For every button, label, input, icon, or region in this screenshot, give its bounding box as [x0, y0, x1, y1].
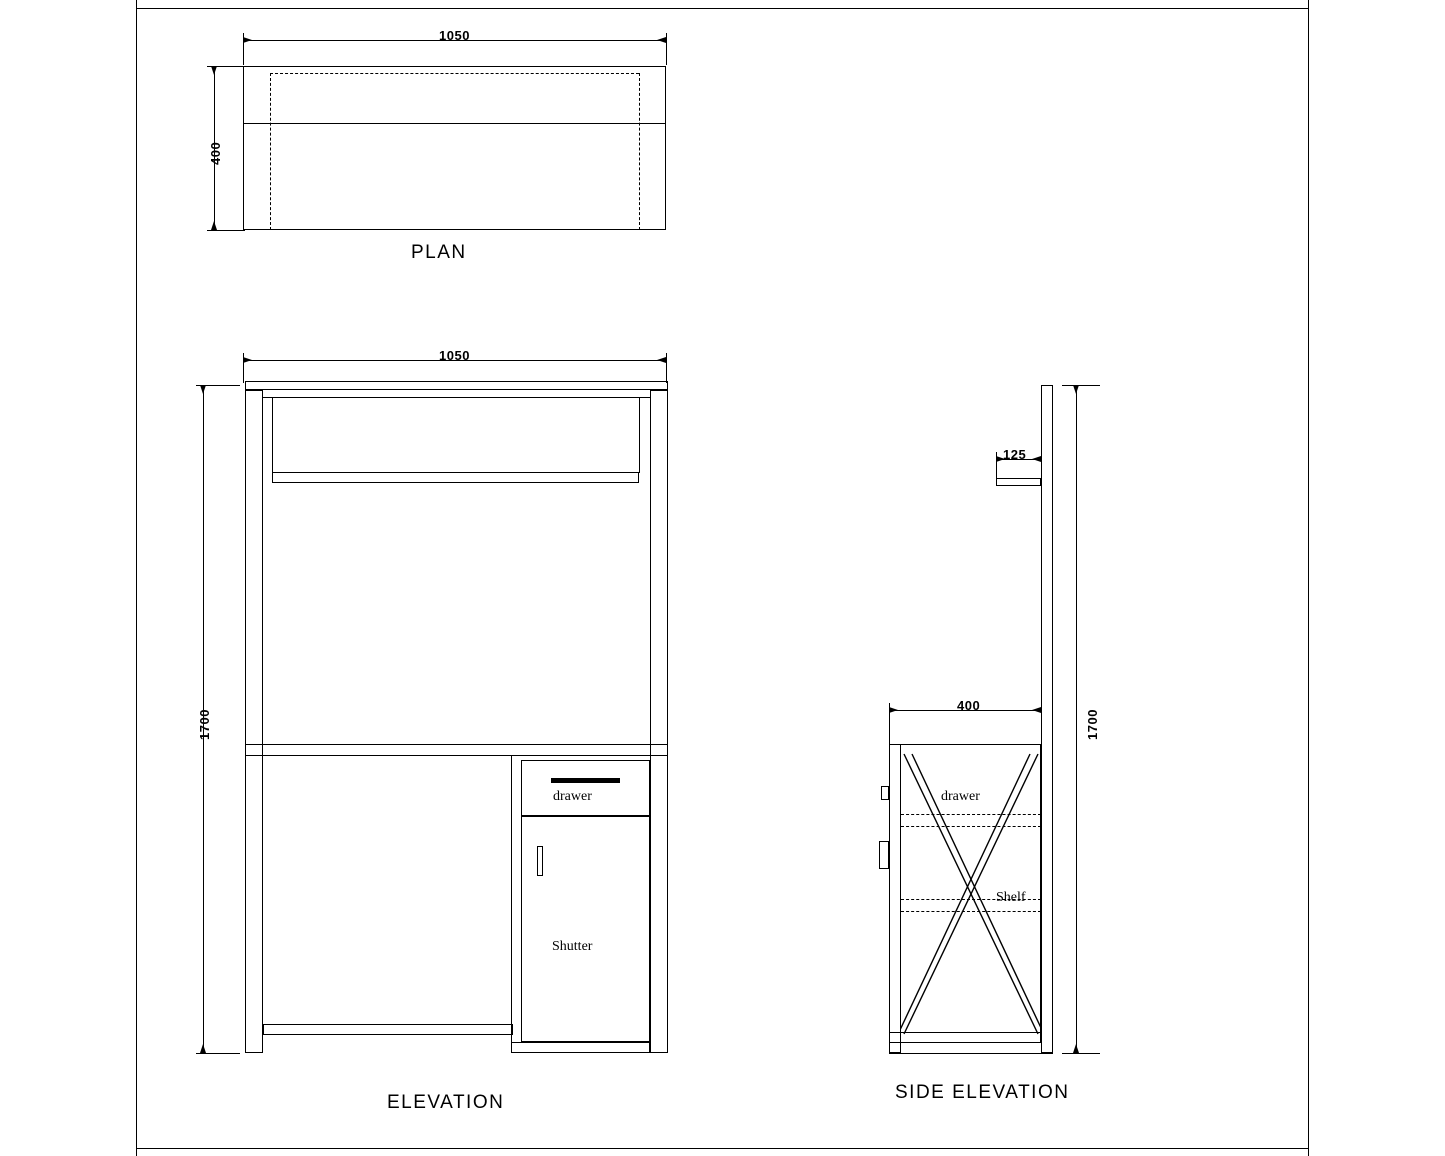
side-back-panel [1041, 385, 1053, 1053]
elevation-drawer-label: drawer [553, 789, 592, 804]
elevation-upper-shelf-inner-line [263, 397, 650, 398]
elevation-bottom-stretcher [263, 1024, 513, 1035]
plan-dim-width-arrow-left [243, 37, 252, 43]
side-shelf-hidden-bottom [901, 911, 1041, 912]
elevation-cabinet-left-edge [511, 756, 512, 1044]
elevation-left-upright [245, 390, 263, 1053]
elevation-shutter-label: Shutter [552, 939, 593, 954]
elevation-worktop [245, 744, 668, 756]
elevation-upper-right-inner [639, 397, 640, 473]
plan-dim-depth-arrow-bottom [211, 221, 217, 230]
elevation-shutter-handle [537, 846, 543, 876]
sheet-border-right [1308, 0, 1309, 1156]
elevation-ext-line-right [666, 353, 667, 383]
elevation-dim-height-arrow-top [200, 385, 206, 394]
side-dim-height-line [1076, 385, 1077, 1053]
sheet-border-top [136, 8, 1308, 9]
side-ext-line-400-left [889, 703, 890, 749]
elevation-dim-height-arrow-bottom [200, 1044, 206, 1053]
plan-outline [243, 66, 666, 230]
elevation-upper-shelf [272, 472, 639, 483]
plan-dim-depth-label: 400 [208, 141, 223, 165]
elevation-top-board [245, 381, 668, 390]
elevation-dim-height-label: 1700 [197, 709, 212, 740]
sheet-border-left [136, 0, 137, 1156]
plan-ext-line-left [243, 33, 244, 65]
plan-dim-width-label: 1050 [439, 28, 470, 43]
side-ext-line-top [1062, 385, 1100, 386]
side-drawer-handle [881, 786, 889, 800]
side-bottom-edge [889, 1053, 1053, 1054]
plan-front-band-line [243, 123, 666, 124]
side-dim-height-label: 1700 [1085, 709, 1100, 740]
side-elevation-caption: SIDE ELEVATION [895, 1082, 1070, 1103]
plan-ext-line-bottom [207, 230, 245, 231]
side-upper-shelf [996, 478, 1041, 486]
plan-hidden-line-right [639, 73, 640, 230]
plan-dim-width-arrow-right [657, 37, 666, 43]
elevation-right-upright [650, 390, 668, 1053]
side-shutter-handle [879, 841, 889, 869]
elevation-caption: ELEVATION [387, 1092, 505, 1113]
side-drawer-hidden-top [901, 814, 1041, 815]
plan-hidden-line-left [270, 73, 271, 230]
elevation-dim-width-label: 1050 [439, 348, 470, 363]
elevation-ext-line-top [196, 385, 240, 386]
side-dim-125-label: 125 [1003, 447, 1027, 462]
elevation-drawer-handle [551, 778, 620, 783]
side-dim-400-arrow-right [1032, 707, 1041, 713]
plan-ext-line-right [666, 33, 667, 65]
side-drawer-hidden-bottom [901, 826, 1041, 827]
elevation-upper-left-inner [272, 397, 273, 473]
side-dim-height-arrow-bottom [1073, 1044, 1079, 1053]
elevation-cabinet-plinth [511, 1042, 650, 1053]
plan-hidden-line-top [270, 73, 639, 74]
elevation-dim-width-arrow-right [657, 357, 666, 363]
plan-ext-line-top [207, 66, 245, 67]
side-shelf-label: Shelf [996, 890, 1026, 905]
elevation-dim-width-arrow-left [243, 357, 252, 363]
side-drawer-label: drawer [941, 789, 980, 804]
elevation-ext-line-left [243, 353, 244, 383]
side-dim-400-label: 400 [957, 698, 981, 713]
plan-caption: PLAN [411, 242, 467, 263]
elevation-drawer-box [521, 760, 650, 816]
elevation-ext-line-bottom [196, 1053, 240, 1054]
side-dim-height-arrow-top [1073, 385, 1079, 394]
plan-dim-depth-arrow-top [211, 66, 217, 75]
side-ext-line-bottom [1062, 1053, 1100, 1054]
side-dim-125-arrow-right [1032, 456, 1041, 462]
sheet-border-bottom [136, 1148, 1308, 1149]
side-dim-400-arrow-left [889, 707, 898, 713]
